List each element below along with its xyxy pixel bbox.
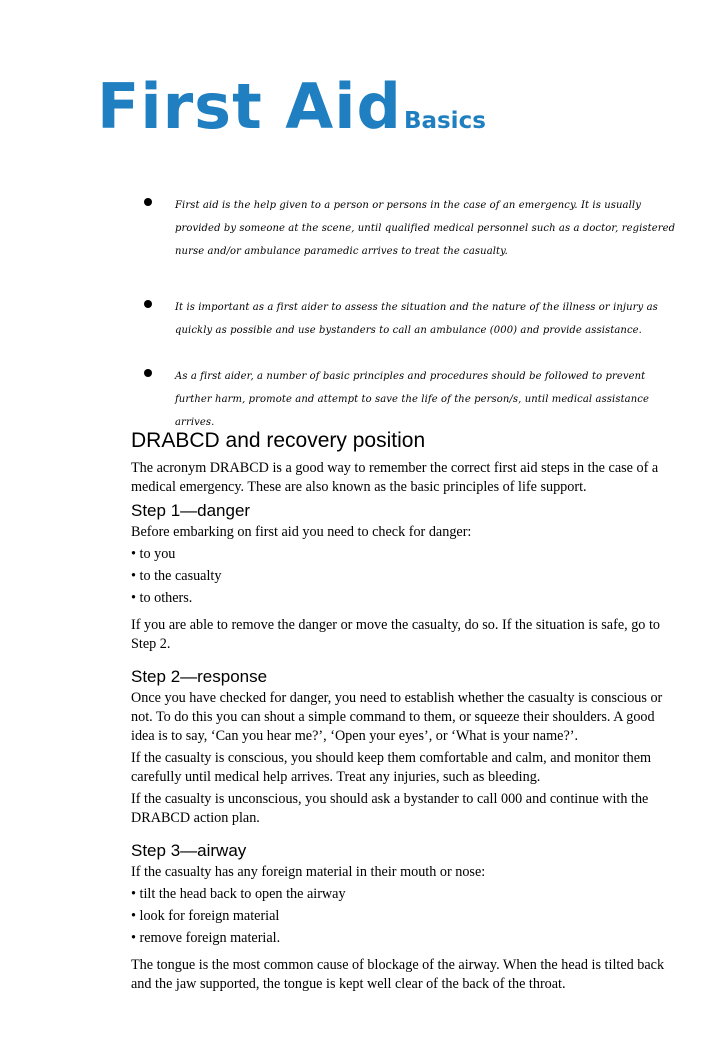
step2-paragraph: If the casualty is unconscious, you should ask a bystander to call 000 and continue with the DRABCD action plan. [131, 791, 649, 826]
bullet-dot-icon [144, 369, 152, 377]
document-title [97, 70, 486, 143]
step2-heading: Step 2—response [131, 667, 268, 686]
step3-list-item: • tilt the head back to open the airway [131, 886, 346, 902]
step1-heading: Step 1—danger [131, 501, 251, 520]
bullet-dot-icon [144, 198, 152, 206]
bullet-dot-icon [144, 300, 152, 308]
bullet-text: First aid is the help given to a person or persons in the case of an emergency. It is usually provided by someone at the scene, until qualified medical personnel such as a doctor, registered nurse and/or ambulance paramedic arrives to treat the casualty. [175, 200, 676, 257]
step3-list-item: • look for foreign material [131, 908, 280, 924]
title-suffix: Basics [403, 108, 486, 134]
step1-after: If you are able to remove the danger or move the casualty, do so. If the situation is safe, go to Step 2. [131, 617, 660, 652]
step1-list-item: • to others. [131, 590, 193, 606]
intro-bullet-list [150, 194, 680, 434]
step2-paragraph: If the casualty is conscious, you should keep them comfortable and calm, and monitor them carefully until medical help arrives. Treat any injuries, such as bleeding. [131, 750, 652, 785]
step1-list-item: • to the casualty [131, 568, 222, 584]
step1-lead: Before embarking on first aid you need to check for danger: [131, 524, 472, 540]
step3-heading: Step 3—airway [131, 841, 247, 860]
step3-after: The tongue is the most common cause of blockage of the airway. When the head is tilted back and the jaw supported, the tongue is kept well clear of the back of the throat. [131, 957, 665, 992]
step3-list-item: • remove foreign material. [131, 930, 281, 946]
document-body [131, 428, 676, 997]
section-intro: The acronym DRABCD is a good way to remember the correct first aid steps in the case of a medical emergency. These are also known as the basic principles of life support. [131, 460, 659, 495]
bullet-text: As a first aider, a number of basic principles and procedures should be followed to prevent further harm, promote and attempt to save the life of the person/s, until medical assistance arrives. [175, 371, 650, 428]
step3-lead: If the casualty has any foreign material in their mouth or nose: [131, 864, 486, 880]
step2-paragraph: Once you have checked for danger, you need to establish whether the casualty is conscious or not. To do this you can shout a simple command to them, or squeeze their shoulders. A good idea is to say, ‘Can you hear me?’, ‘Open your eyes’, or ‘What is your name?’. [131, 690, 663, 744]
bullet-item [150, 194, 680, 263]
section-heading: DRABCD and recovery position [131, 429, 426, 452]
bullet-text: It is important as a first aider to assess the situation and the nature of the illness or injury as quickly as possible and use bystanders to call an ambulance (000) and provide assistance. [175, 302, 658, 336]
title-main: First Aid [97, 70, 402, 143]
bullet-item [150, 365, 680, 434]
step1-list-item: • to you [131, 546, 176, 562]
bullet-item [150, 296, 680, 342]
